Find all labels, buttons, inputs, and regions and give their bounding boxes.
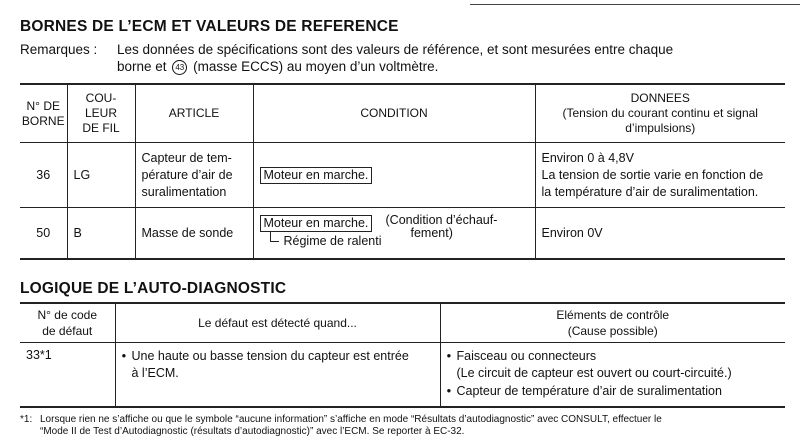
table-row bbox=[20, 343, 785, 408]
remarks bbox=[20, 41, 785, 75]
table-header-row bbox=[20, 84, 785, 143]
remarks-line-1: Les données de spécifications sont des valeurs de référence, et sont mesurées entre chaque bbox=[117, 42, 674, 57]
condition-note: (Condition d’échauf- fement) bbox=[385, 213, 498, 240]
cell-condition bbox=[253, 143, 535, 208]
cell-defaut: ● Une haute ou basse tension du capteur est entrée à l’ECM. bbox=[115, 343, 440, 408]
header-donnees: DONNEES (Tension du courant continu et signal d’impulsions) bbox=[535, 84, 785, 143]
footnote-line-1: Lorsque rien ne s’affiche ou que le symbole “aucune information” s’affiche en mode “Résultats d’autodiagnostic” avec CONSULT, effectuer le bbox=[40, 414, 662, 425]
remarks-label: Remarques : bbox=[20, 42, 98, 57]
footnote-line-2: “Mode II de Test d’Autodiagnostic (résultats d’autodiagnostic)” avec l’ECM. Se reporter à EC-32. bbox=[40, 426, 465, 437]
remarks-line-2-pre: borne et bbox=[117, 59, 167, 74]
cell-elements: ● Faisceau ou connecteurs (Le circuit de capteur est ouvert ou court-circuité.) ● Capteur de température d’air de suralimentation bbox=[440, 343, 785, 408]
cell-article: Masse de sonde bbox=[135, 208, 253, 260]
section-title-bornes: BORNES DE L’ECM ET VALEURS DE REFERENCE bbox=[20, 18, 399, 35]
cell-borne: 50 bbox=[20, 208, 67, 260]
element-item: ● Capteur de température d’air de suralimentation bbox=[447, 382, 780, 400]
cell-code: 33*1 bbox=[20, 343, 115, 408]
cell-couleur: LG bbox=[67, 143, 135, 208]
branch-connector bbox=[270, 232, 279, 242]
header-defaut: Le défaut est détecté quand... bbox=[115, 303, 440, 343]
terminal-reference-table bbox=[20, 83, 785, 260]
remarks-line-2-post: (masse ECCS) au moyen d’un voltmètre. bbox=[193, 59, 439, 74]
cell-borne: 36 bbox=[20, 143, 67, 208]
header-article: ARTICLE bbox=[135, 84, 253, 143]
header-code: N° de code de défaut bbox=[20, 303, 115, 343]
condition-box: Moteur en marche. bbox=[260, 215, 373, 232]
defaut-item: ● Une haute ou basse tension du capteur est entrée bbox=[122, 347, 434, 365]
table-row bbox=[20, 208, 785, 260]
condition-sub: Régime de ralenti bbox=[283, 234, 382, 248]
element-item: ● Faisceau ou connecteurs bbox=[447, 347, 780, 365]
footnote-marker: *1: bbox=[20, 414, 33, 425]
header-borne: N° DE BORNE bbox=[20, 84, 67, 143]
diagnostic-logic-table bbox=[20, 302, 785, 408]
header-condition: CONDITION bbox=[253, 84, 535, 143]
cell-donnees: Environ 0 à 4,8V La tension de sortie varie en fonction de la température d’air de suralimentation. bbox=[535, 143, 785, 208]
cell-article: Capteur de tem- pérature d’air de suralimentation bbox=[135, 143, 253, 208]
section-title-diagnostic: LOGIQUE DE L’AUTO-DIAGNOSTIC bbox=[20, 280, 287, 297]
circled-number-43: 43 bbox=[172, 60, 187, 75]
cell-donnees: Environ 0V bbox=[535, 208, 785, 260]
header-couleur: COU- LEUR DE FIL bbox=[67, 84, 135, 143]
cell-couleur: B bbox=[67, 208, 135, 260]
footnote bbox=[20, 414, 790, 438]
cell-condition bbox=[253, 208, 535, 260]
table-row bbox=[20, 143, 785, 208]
table-header-row bbox=[20, 303, 785, 343]
top-rule bbox=[470, 0, 800, 5]
header-elements: Eléments de contrôle (Cause possible) bbox=[440, 303, 785, 343]
condition-box: Moteur en marche. bbox=[260, 167, 373, 184]
